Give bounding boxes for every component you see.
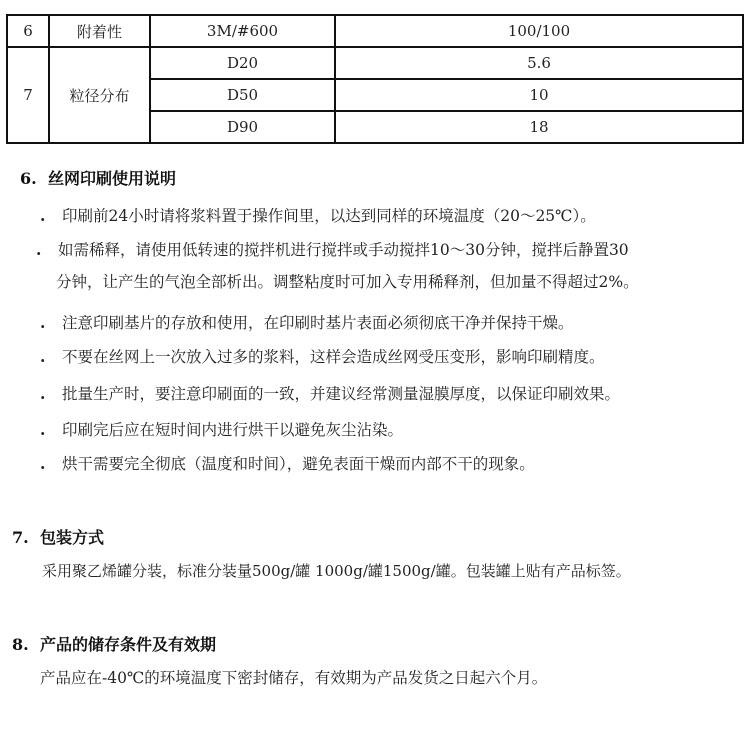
test-value: 5.6 xyxy=(335,47,743,79)
test-condition: D90 xyxy=(150,111,335,143)
section-title: 丝网印刷使用说明 xyxy=(48,169,177,188)
row-number: 6 xyxy=(7,15,49,47)
test-value: 18 xyxy=(335,111,743,143)
section-8-heading xyxy=(12,632,216,655)
row-number: 7 xyxy=(7,47,49,143)
list-item xyxy=(40,418,403,440)
list-item-text: 批量生产时，要注意印刷面的一致，并建议经常测量湿膜厚度，以保证印刷效果。 xyxy=(62,385,621,403)
list-item-continuation xyxy=(56,270,639,292)
spec-table xyxy=(6,14,744,144)
list-item xyxy=(40,204,596,226)
list-item-text: 印刷完后应在短时间内进行烘干以避免灰尘沾染。 xyxy=(62,421,404,439)
list-item xyxy=(36,238,629,260)
list-item xyxy=(40,311,574,333)
section-number: 8. xyxy=(12,635,29,654)
list-item xyxy=(40,452,535,474)
section-title: 包装方式 xyxy=(40,528,105,547)
list-item-text: 如需稀释，请使用低转速的搅拌机进行搅拌或手动搅拌10～30分钟，搅拌后静置30 xyxy=(58,241,629,259)
table-row xyxy=(7,15,743,47)
test-condition: D20 xyxy=(150,47,335,79)
table-row xyxy=(7,47,743,79)
bullet-icon: . xyxy=(40,206,46,225)
property-name: 附着性 xyxy=(49,15,150,47)
bullet-icon: . xyxy=(40,420,46,439)
bullet-icon: . xyxy=(40,347,46,366)
property-name: 粒径分布 xyxy=(49,47,150,143)
bullet-icon: . xyxy=(40,454,46,473)
list-item xyxy=(40,345,605,367)
test-value: 100/100 xyxy=(335,15,743,47)
packaging-text: 采用聚乙烯罐分装，标准分装量500g/罐 1000g/罐1500g/罐。包装罐上贴有产品标签。 xyxy=(42,562,631,580)
list-item-text: 注意印刷基片的存放和使用，在印刷时基片表面必须彻底干净并保持干燥。 xyxy=(62,314,574,332)
section-number: 6. xyxy=(20,169,37,188)
list-item-text: 不要在丝网上一次放入过多的浆料，这样会造成丝网受压变形，影响印刷精度。 xyxy=(62,348,605,366)
section-title: 产品的储存条件及有效期 xyxy=(40,635,217,654)
section-7-heading xyxy=(12,525,104,548)
test-condition: D50 xyxy=(150,79,335,111)
list-item-text: 印刷前24小时请将浆料置于操作间里，以达到同样的环境温度（20～25℃）。 xyxy=(62,207,596,225)
section-number: 7. xyxy=(12,528,29,547)
list-item-text: 分钟，让产生的气泡全部析出。调整粘度时可加入专用稀释剂，但加量不得超过2%。 xyxy=(56,273,639,291)
bullet-icon: . xyxy=(36,240,42,259)
list-item-text: 烘干需要完全彻底（温度和时间），避免表面干燥而内部不干的现象。 xyxy=(62,455,535,473)
bullet-icon: . xyxy=(40,384,46,403)
test-condition: 3M/#600 xyxy=(150,15,335,47)
storage-text: 产品应在-40℃的环境温度下密封储存，有效期为产品发货之日起六个月。 xyxy=(40,669,548,687)
bullet-icon: . xyxy=(40,313,46,332)
test-value: 10 xyxy=(335,79,743,111)
section-6-heading xyxy=(20,166,176,189)
list-item xyxy=(40,382,620,404)
